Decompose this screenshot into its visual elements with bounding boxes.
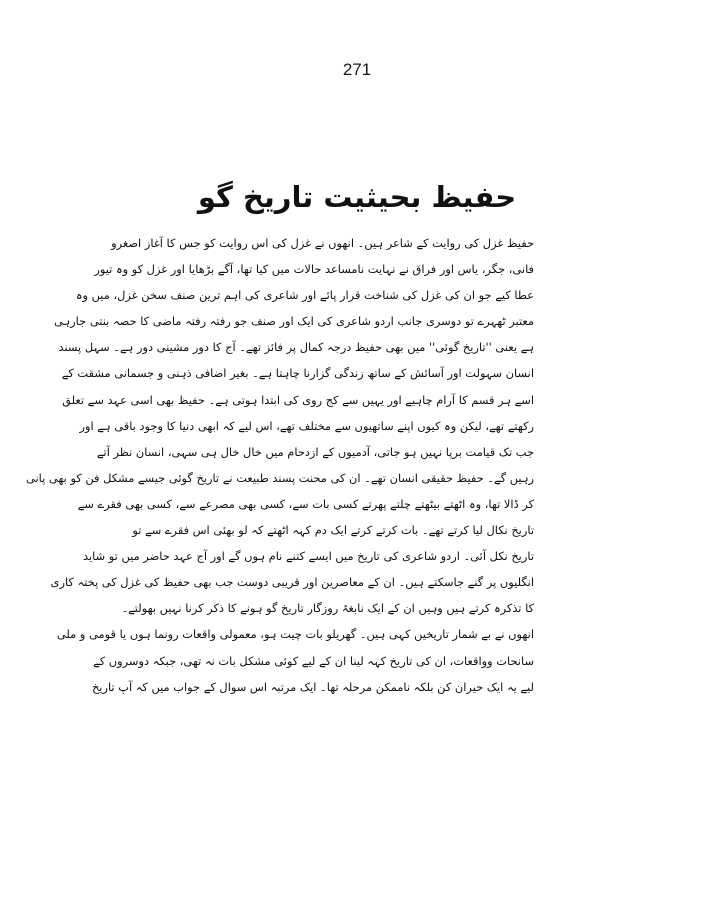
body-line: لیے یہ ایک حیران کن بلکہ ناممکن مرحلہ تھا۔ ایک مرتبہ اس سوال کے جواب میں کہ آپ تاریخ [91, 679, 534, 694]
body-line: انگلیوں پر گنے جاسکتے ہیں۔ ان کے معاصرین اور قریبی دوست جب بھی حفیظ کی غزل کی پختہ کاری [50, 575, 534, 590]
body-line: انھوں نے بے شمار تاریخیں کہی ہیں۔ گھریلو بات چیت ہو، معمولی واقعات رونما ہوں یا قومی و ملی [56, 627, 534, 642]
page-number: 271 [342, 60, 372, 79]
body-line: انسان سہولت اور آسائش کے ساتھ زندگی گزارنا چاہتا ہے۔ بغیر اضافی ذہنی و جسمانی مشقت کے [61, 366, 534, 381]
body-line: رہیں گے۔ حفیظ حقیقی انسان تھے۔ ان کی محنت پسند طبیعت نے تاریخ گوئی جیسے مشکل فن کو بھی پانی [25, 470, 534, 485]
body-line: تاریخ نکال لیا کرتے تھے۔ بات کرتے کرتے ایک دم کہہ اٹھتے کہ لو بھئی اس فقرے سے تو [132, 523, 534, 538]
body-line: فانی، جگر، یاس اور فراق نے نہایت نامساعد حالات میں کیا تھا، آگے بڑھایا اور غزل کو وہ تیور [94, 262, 534, 277]
body-line: سانحات وواقعات، ان کی تاریخ کہہ لینا ان کے لیے کوئی مشکل بات نہ تھی، جبکہ دوسروں کے [93, 653, 534, 668]
body-line: عطا کیے جو ان کی غزل کی شناخت قرار پائے اور شاعری کی اہم ترین صنف سخن غزل، میں وہ [75, 288, 534, 303]
body-line: جب تک قیامت برپا نہیں ہو جاتی، آدمیوں کے ازدحام میں خال خال ہی سہی، انسان نظر آتے [96, 444, 534, 459]
body-line: ہے یعنی ''تاریخ گوئی'' میں بھی حفیظ درجہ کمال پر فائز تھے۔ آج کا دور مشینی دور ہے۔ سہل پسند [58, 340, 534, 355]
body-line: حفیظ غزل کی روایت کے شاعر ہیں۔ انھوں نے غزل کی اس روایت کو جس کا آغاز اصغرو [111, 236, 534, 250]
body-text [25, 230, 534, 700]
body-line: تاریخ نکل آئی۔ اردو شاعری کی تاریخ میں ایسے کتنے نام ہوں گے اور آج عہد حاضر میں تو شاید [83, 549, 534, 564]
body-line: اسے ہر قسم کا آرام چاہیے اور یہیں سے کج روی کی ابتدا ہوتی ہے۔ حفیظ بھی اسی عہد سے تعلق [62, 392, 534, 407]
body-line: کر ڈالا تھا، وہ اٹھتے بیٹھتے چلتے پھرتے کسی بات سے، کسی بھی مصرعے سے، کسی بھی فقرے سے [77, 496, 534, 511]
body-line: معتبر ٹھہرے تو دوسری جانب اردو شاعری کی ایک اور صنف جو رفتہ رفتہ ماضی کا حصہ بنتی جارہی [54, 314, 534, 329]
body-line: کا تذکرہ کرتے ہیں وہیں ان کے ایک نابغۂ روزگار تاریخ گو ہونے کا ذکر کرنا نہیں بھولتے۔ [121, 601, 534, 616]
chapter-title: حفیظ بحیثیت تاریخ گو [197, 180, 517, 214]
body-line: رکھتے تھے، لیکن وہ کیوں اپنے ساتھیوں سے مختلف تھے، اس لیے کہ ابھی دنیا کا وجود باقی ہے اور [79, 418, 534, 433]
